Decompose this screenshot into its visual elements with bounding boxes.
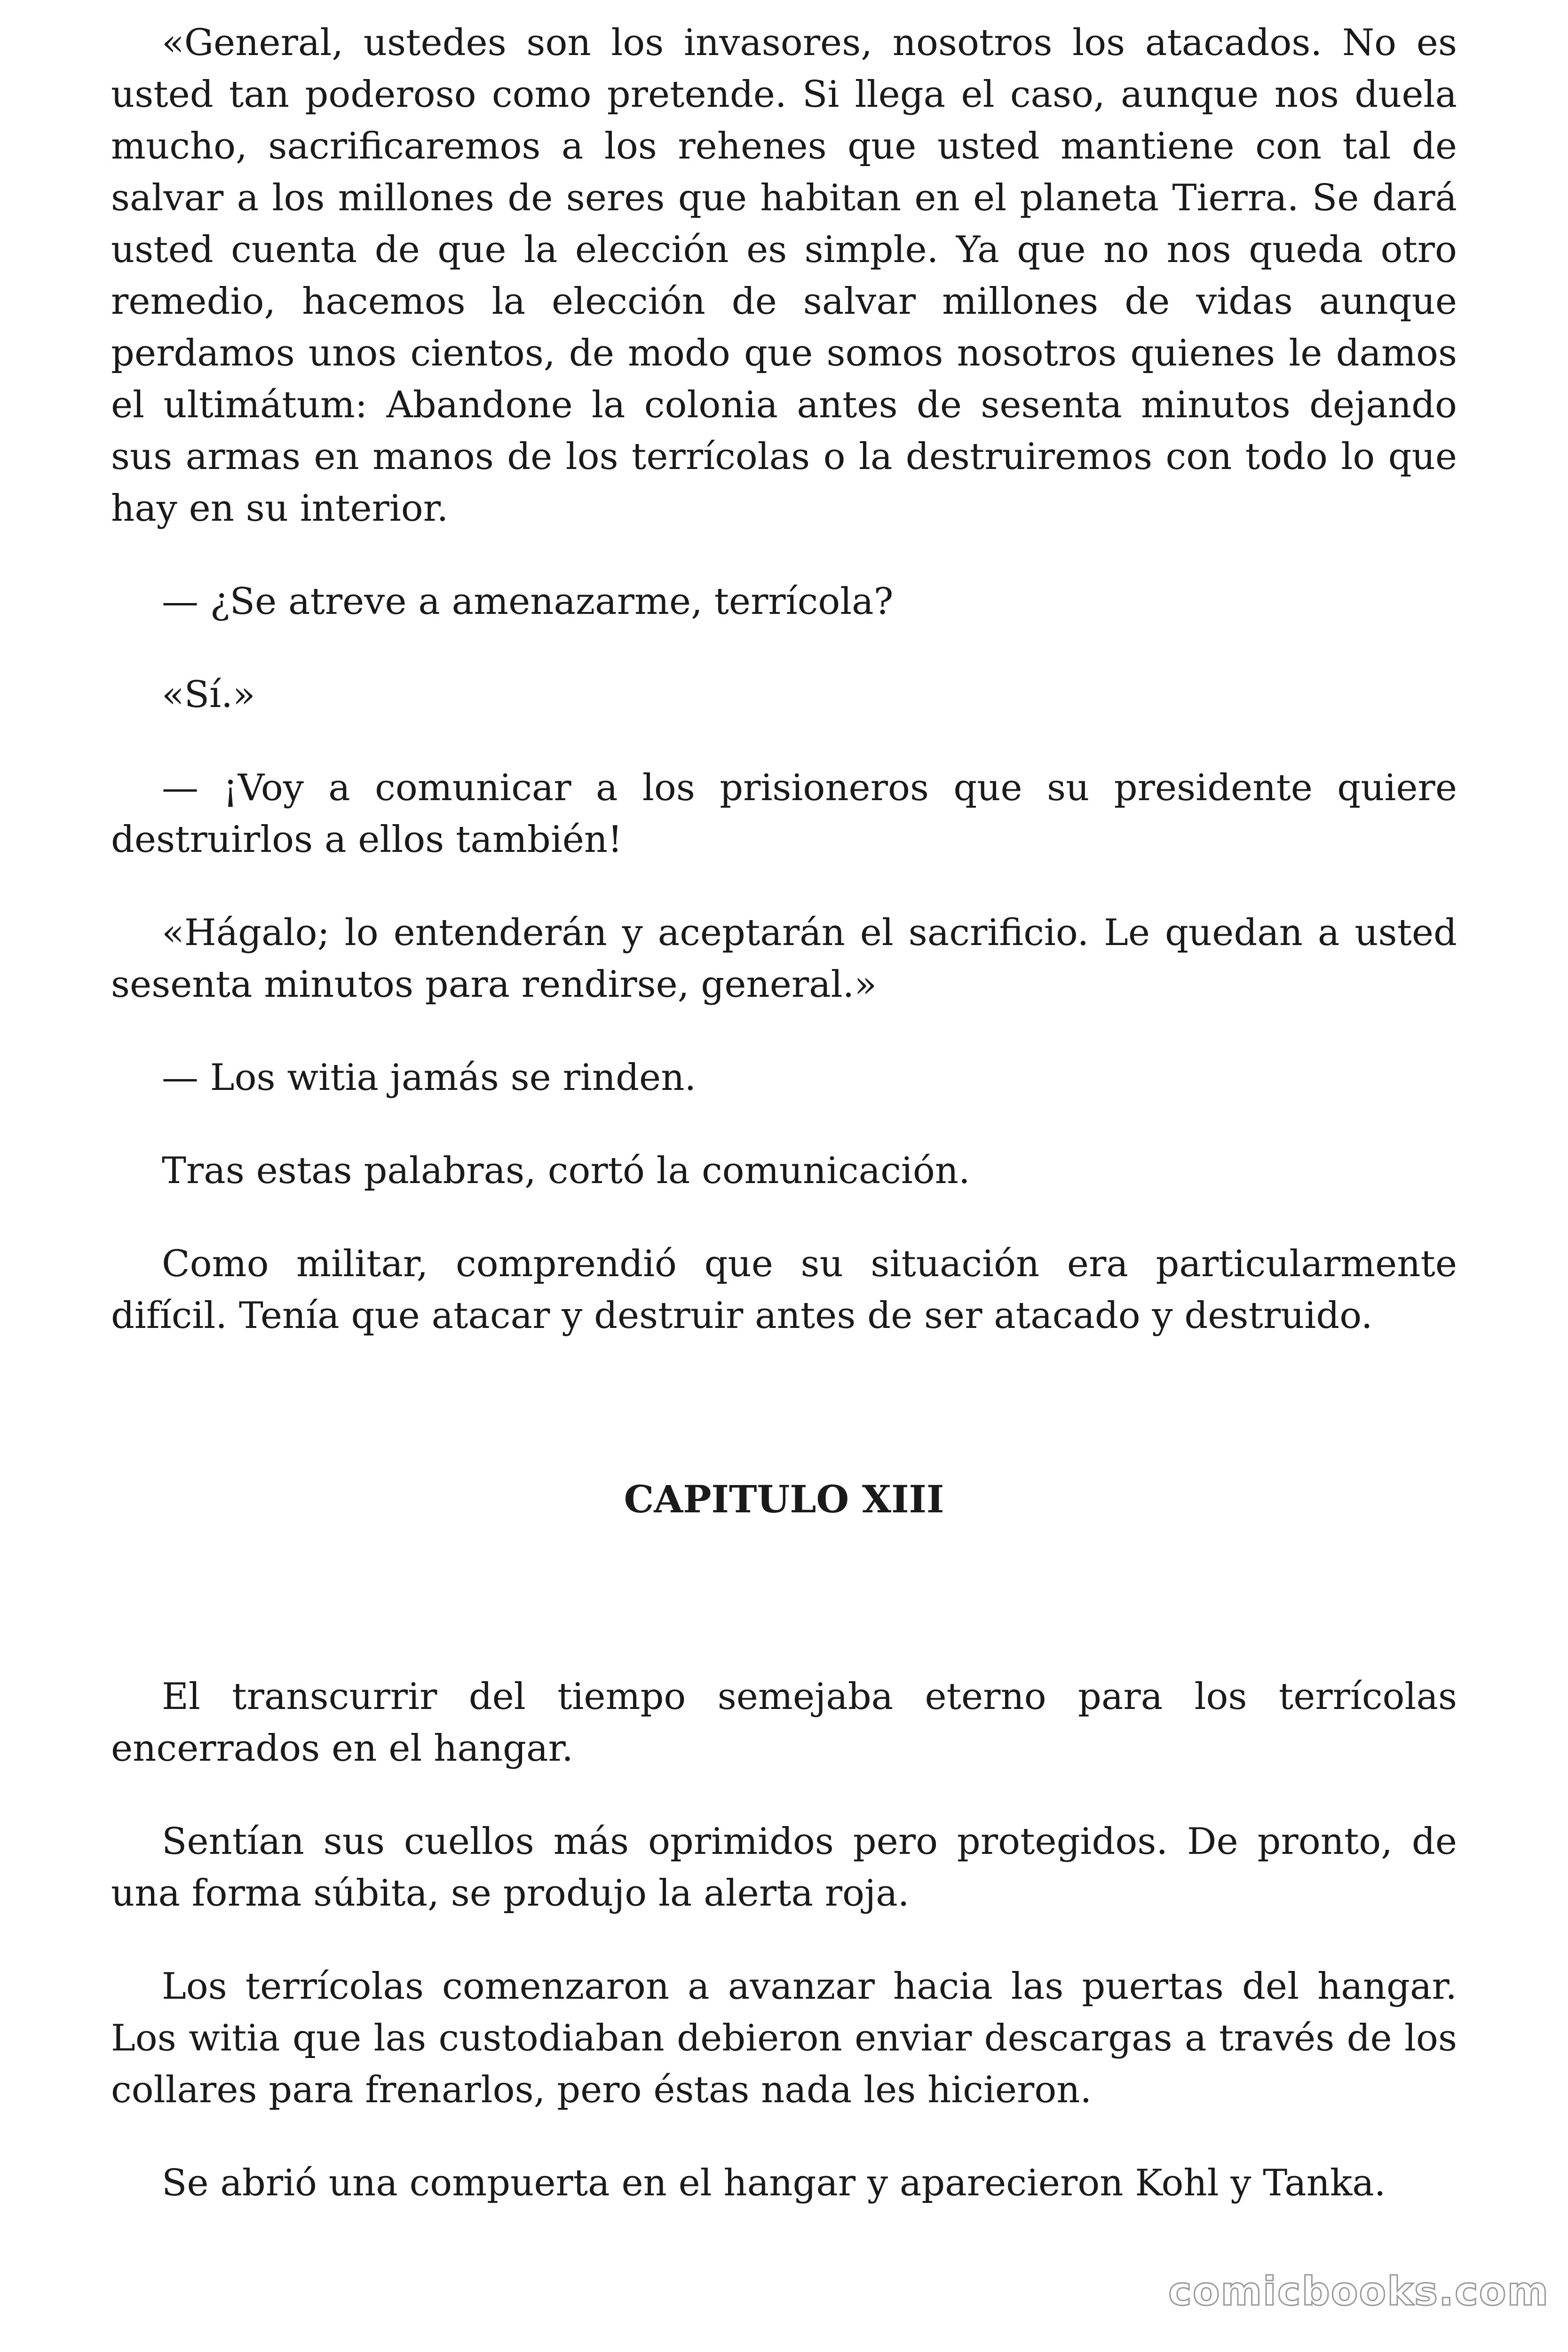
paragraph-dialogue: — ¿Se atreve a amenazarme, terrícola? (162, 580, 894, 623)
paragraph-narration: Sentían sus cuellos más oprimidos pero protegidos. De pronto, de una forma súbita, se produjo la alerta roja. (111, 1820, 1457, 1915)
paragraph-ultimatum: «General, ustedes son los invasores, nosotros los atacados. No es usted tan poderoso como pretende. Si llega el caso, aunque nos duela mucho, sacrificaremos a los rehenes que usted mantiene con tal de salvar a los millones de seres que habitan en el planeta Tierra. Se dará usted cuenta de que la elección es simple. Ya que no nos queda otro remedio, hacemos la elección de salvar millones de vidas aunque perdamos unos cientos, de modo que somos nosotros quienes le damos el ultimátum: Abandone la colonia antes de sesenta minutos dejando sus armas en manos de los terrícolas o la destruiremos con todo lo que hay en su interior. (111, 22, 1457, 530)
paragraph-narration: Como militar, comprendió que su situación era particularmente difícil. Tenía que atacar y destruir antes de ser atacado y destruido. (111, 1243, 1457, 1337)
paragraph-narration: Los terrícolas comenzaron a avanzar hacia las puertas del hangar. Los witia que las custodiaban debieron enviar descargas a través de los collares para frenarlos, pero éstas nada les hicieron. (111, 1965, 1457, 2111)
paragraph-narration: Se abrió una compuerta en el hangar y aparecieron Kohl y Tanka. (162, 2162, 1386, 2204)
paragraph-dialogue: «Hágalo; lo entenderán y aceptarán el sacrificio. Le quedan a usted sesenta minutos para rendirse, general.» (111, 912, 1457, 1006)
book-page (111, 17, 1457, 2250)
paragraph-dialogue: — ¡Voy a comunicar a los prisioneros que su presidente quiere destruirlos a ellos también! (111, 767, 1457, 861)
paragraph-narration: Tras estas palabras, cortó la comunicación. (162, 1150, 970, 1192)
chapter-title: CAPITULO XIII (624, 1477, 944, 1521)
watermark-logo: comicbooks.com (1168, 2268, 1549, 2314)
paragraph-dialogue: — Los witia jamás se rinden. (162, 1057, 697, 1099)
paragraph-narration: El transcurrir del tiempo semejaba eterno para los terrícolas encerrados en el hangar. (111, 1676, 1457, 1770)
paragraph-dialogue: «Sí.» (162, 674, 255, 716)
